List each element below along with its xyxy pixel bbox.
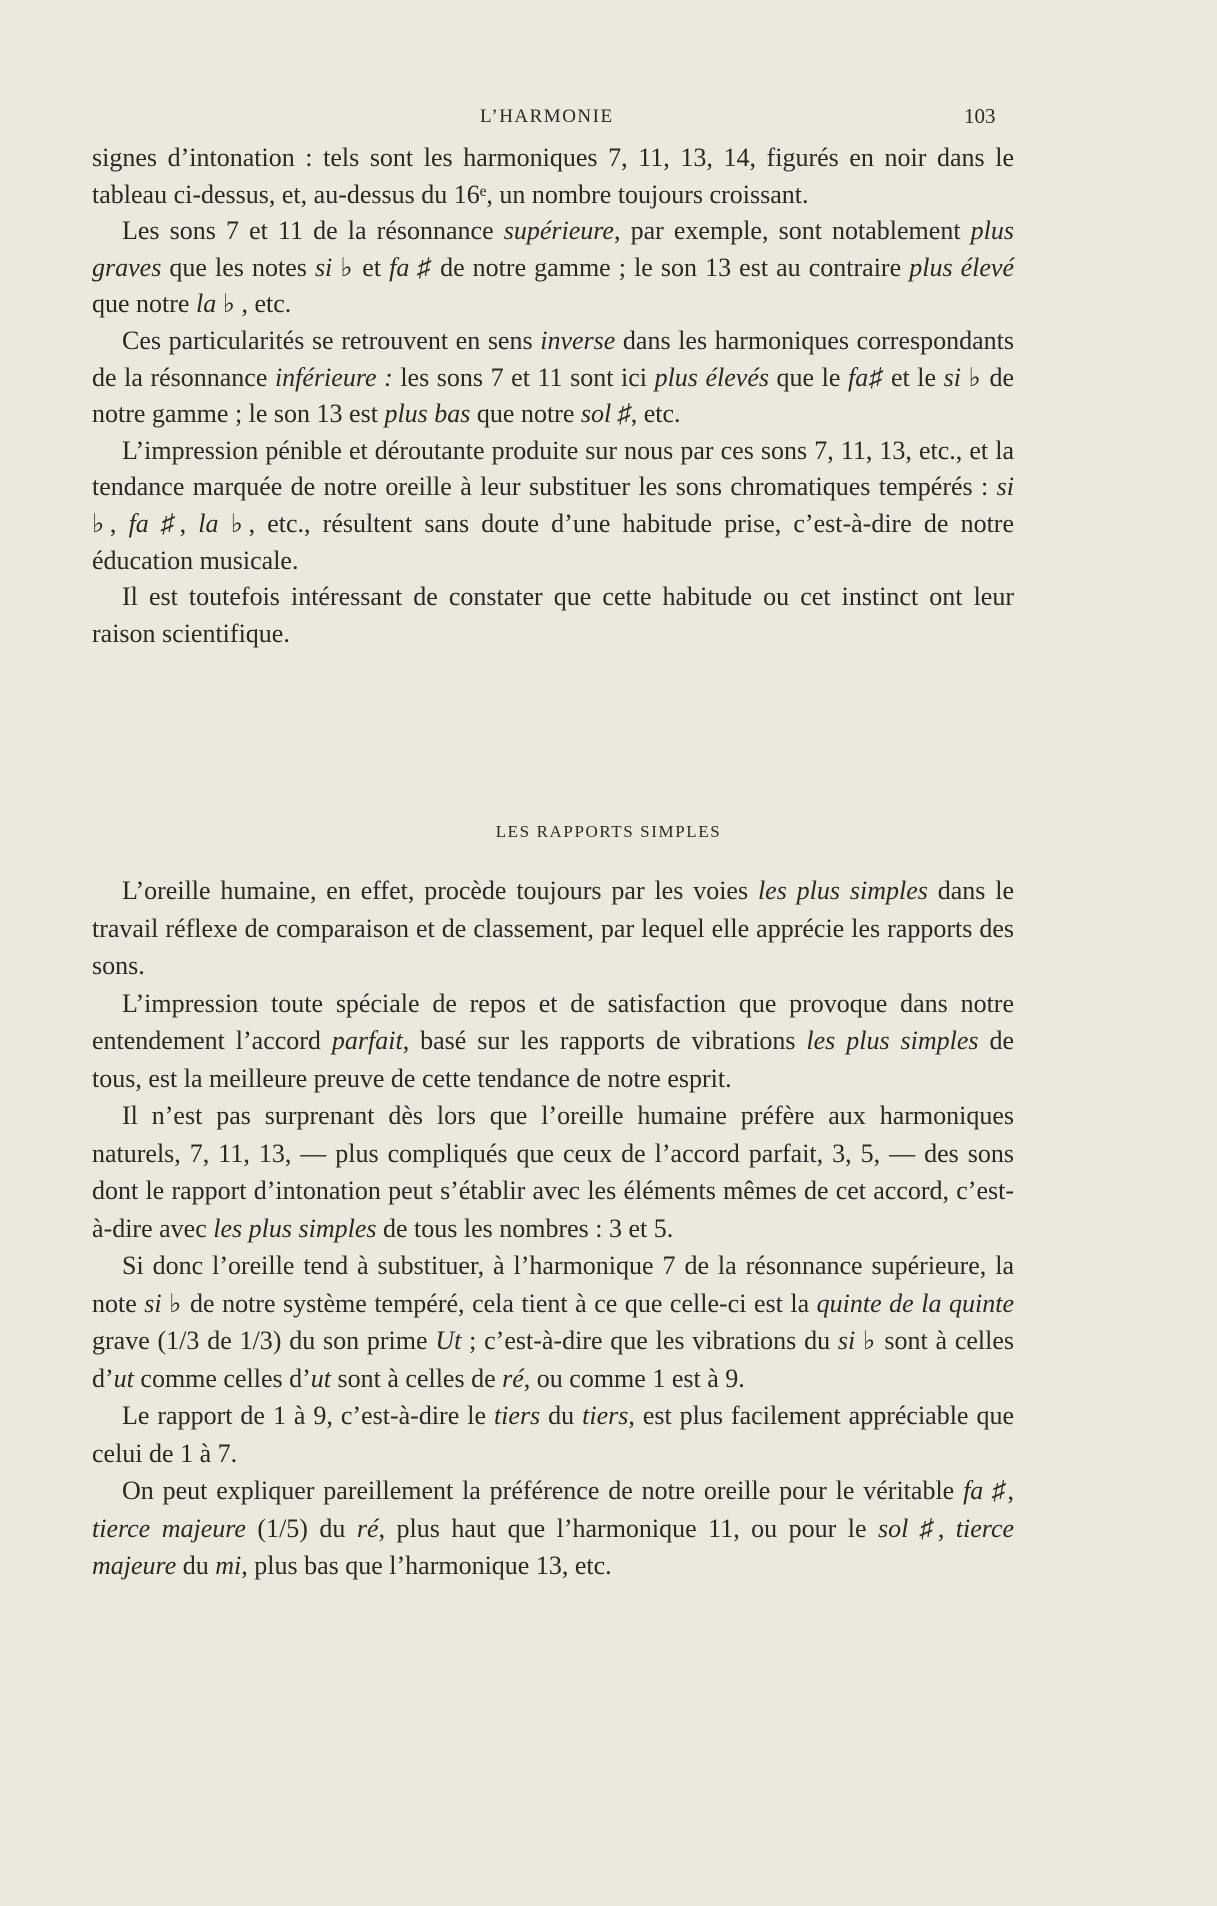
paragraph-si-flat: Si donc l’oreille tend à substituer, à l’harmonique 7 de la résonnance supérieure, la note si ♭ de notre système tempéré, cela tient à ce que celle-ci est la quinte de la quinte grave (1/3 de 1/3) du son prime Ut ; c’est-à-dire que les vibrations du si ♭ sont à celles d’ut comme celles d’ut sont à celles de ré, ou comme 1 est à 9.: [92, 1251, 1014, 1393]
italic-run: ut: [310, 1363, 332, 1393]
italic-run: plus élevé: [909, 252, 1015, 282]
italic-run: tierce majeure: [92, 1513, 246, 1543]
paragraph-inferior-resonance: Ces particularités se retrouvent en sens inverse dans les harmoniques correspondants de la résonnance inférieure : les sons 7 et 11 sont ici plus élevés que le fa♯ et le si ♭ de notre gamme ; le son 13 est plus bas que notre sol ♯, etc.: [92, 325, 1015, 429]
italic-run: Ut: [435, 1326, 462, 1355]
italic-run: mi: [215, 1551, 242, 1580]
italic-run: fa ♯: [389, 252, 432, 282]
italic-run: fa♯: [848, 362, 884, 392]
italic-run: fa ♯: [128, 508, 180, 538]
paragraph-superior-resonance: Les sons 7 et 11 de la résonnance supérieure, par exemple, sont notablement plus graves que les notes si ♭ et fa ♯ de notre gamme ; le son 13 est au contraire plus élevé que notre la ♭ , etc.: [92, 216, 1015, 319]
italic-run: plus bas: [384, 399, 471, 429]
italic-run: les plus simples: [213, 1213, 377, 1243]
italic-run: si ♭: [943, 362, 982, 392]
italic-run: si ♭: [314, 252, 355, 282]
italic-run: les plus simples: [757, 876, 928, 905]
italic-run: parfait: [331, 1026, 403, 1055]
running-head: [0, 104, 1217, 134]
italic-run: inverse: [540, 325, 616, 355]
italic-run: la ♭: [195, 289, 235, 319]
paragraph-ear-simple-ways: L’oreille humaine, en effet, procède toujours par les voies les plus simples dans le travail réflexe de comparaison et de classement, par lequel elle apprécie les rapports des sons.: [92, 876, 1015, 980]
paragraph-instinct: Il est toutefois intéressant de constater que cette habitude ou cet instinct ont leur raison scientifique.: [92, 582, 1014, 648]
italic-run: ré: [356, 1513, 379, 1543]
paragraph-natural-harmonics: Il n’est pas surprenant dès lors que l’oreille humaine préfère aux harmoniques naturels, 7, 11, 13, — plus compliqués que ceux de l’accord parfait, 3, 5, — des sons dont le rapport d’intonation peut s’établir avec les éléments mêmes de cet accord, c’est-à-dire avec les plus simples de tous les nombres : 3 et 5.: [92, 1101, 1014, 1243]
italic-run: la ♭: [198, 508, 249, 538]
italic-run: tierce majeure: [92, 1513, 1015, 1580]
italic-run: fa ♯: [963, 1476, 1008, 1505]
section-heading: LES RAPPORTS SIMPLES: [495, 822, 722, 841]
paragraph-continuation: signes d’intonation : tels sont les harmoniques 7, 11, 13, 14, figurés en noir dans le tableau ci-dessus, et, au-dessus du 16ᵉ, un nombre toujours croissant.: [92, 143, 1014, 209]
italic-run: si ♭: [92, 472, 1014, 538]
paragraph-perfect-chord: L’impression toute spéciale de repos et de satisfaction que provoque dans notre entendement l’accord parfait, basé sur les rapports de vibrations les plus simples de tous, est la meilleure preuve de cette tendance de notre esprit.: [92, 988, 1014, 1093]
italic-run: si ♭: [837, 1326, 877, 1355]
italic-run: ut: [113, 1363, 134, 1393]
italic-run: quinte de la quinte: [816, 1288, 1014, 1318]
italic-run: plus élevés: [654, 362, 769, 392]
running-title: L’HARMONIE: [480, 106, 614, 127]
italic-run: inférieure :: [274, 362, 393, 392]
italic-run: supérieure: [503, 216, 614, 246]
italic-run: tiers: [493, 1401, 541, 1430]
italic-run: tiers: [582, 1401, 629, 1430]
italic-run: les plus simples: [806, 1026, 979, 1055]
paragraph-major-third: On peut expliquer pareillement la préférence de notre oreille pour le véritable fa ♯, tierce majeure (1/5) du ré, plus haut que l’harmonique 11, ou pour le sol ♯, tierce majeure du mi, plus bas que l’harmonique 13, etc.: [92, 1476, 1015, 1580]
paragraph-impression: L’impression pénible et déroutante produite sur nous par ces sons 7, 11, 13, etc., et la tendance marquée de notre oreille à leur substituer les sons chromatiques tempérés : si ♭, fa ♯, la ♭, etc., résultent sans doute d’une habitude prise, c’est-à-dire de notre éducation musicale.: [92, 435, 1015, 575]
page-number: 103: [964, 104, 996, 128]
italic-run: sol ♯: [878, 1513, 938, 1543]
body-text-section-two: [92, 872, 1014, 1585]
paragraph-ratio-one-nine: Le rapport de 1 à 9, c’est-à-dire le tiers du tiers, est plus facilement appréciable que celui de 1 à 7.: [92, 1401, 1014, 1468]
italic-run: si ♭: [144, 1288, 183, 1318]
italic-run: plus graves: [92, 216, 1014, 282]
body-text-section-one: [92, 140, 1014, 652]
italic-run: ré: [502, 1363, 524, 1393]
italic-run: sol ♯: [580, 399, 631, 429]
